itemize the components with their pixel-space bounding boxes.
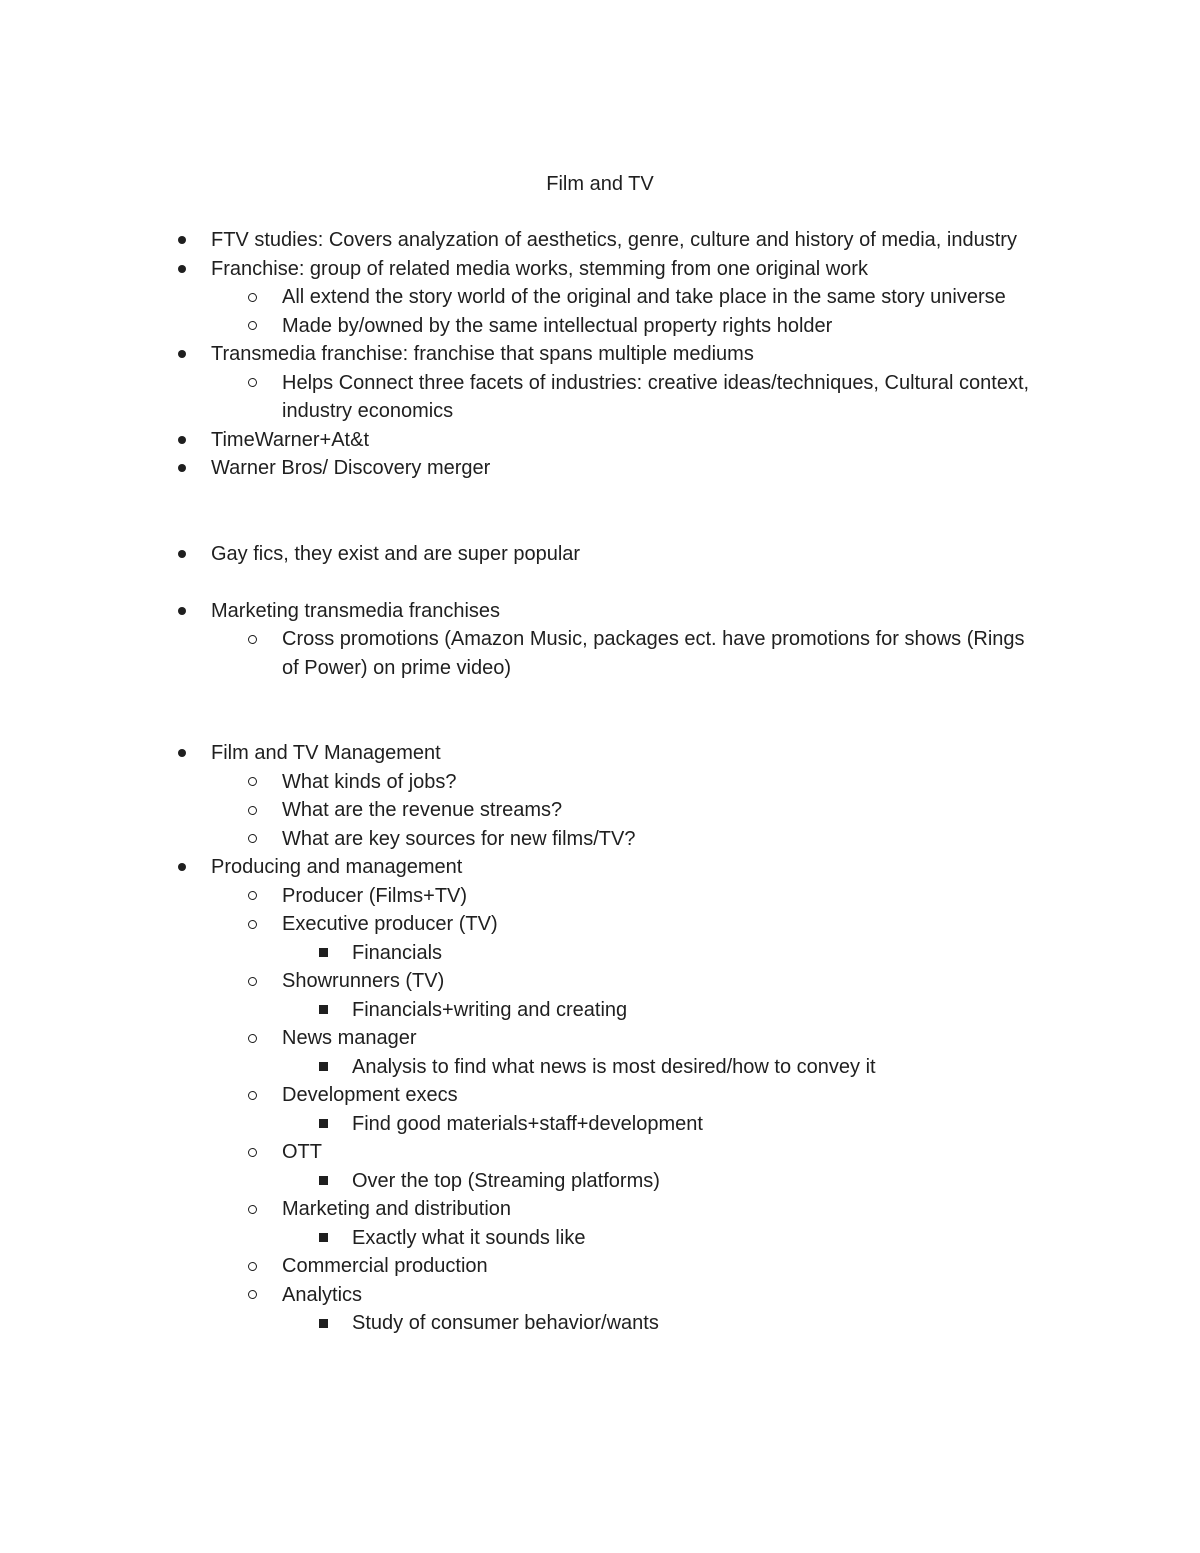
bullet-text: What are the revenue streams? — [282, 799, 563, 821]
bullet-text: Franchise: group of related media works, stemming from one original work — [211, 257, 868, 280]
sub-bullet-item — [0, 369, 1200, 426]
square-bullet-icon — [319, 1110, 328, 1139]
bullet-text: Gay fics, they exist and are super popular — [211, 542, 581, 565]
bullet-text: Helps Connect three facets of industries: creative ideas/techniques, Cultural context, industry economics — [282, 371, 1030, 422]
bullet-item — [0, 426, 1200, 455]
bullet-text: Find good materials+staff+development — [352, 1112, 703, 1135]
bullet-text: FTV studies: Covers analyzation of aesthetics, genre, culture and history of media, industry — [211, 229, 1017, 251]
circle-bullet-icon — [248, 1024, 257, 1053]
bullet-text: Warner Bros/ Discovery merger — [211, 457, 491, 479]
sub-bullet-item — [0, 882, 1200, 911]
bullet-text: Development execs — [282, 1084, 458, 1106]
circle-bullet-icon — [248, 768, 257, 797]
circle-bullet-icon — [248, 283, 257, 312]
sub-bullet-item — [0, 1081, 1200, 1110]
circle-bullet-icon — [248, 1138, 257, 1167]
square-bullet-icon — [319, 1053, 328, 1082]
bullet-text: Transmedia franchise: franchise that spans multiple mediums — [211, 343, 754, 365]
bullet-text: Marketing transmedia franchises — [211, 599, 501, 622]
sub-bullet-item — [0, 1138, 1200, 1167]
bullet-text: What kinds of jobs? — [282, 770, 457, 793]
sub-bullet-item — [0, 796, 1200, 825]
sub-bullet-item — [0, 625, 1200, 682]
blank-line — [0, 511, 1200, 540]
blank-line — [0, 682, 1200, 711]
bullet-text: Producing and management — [211, 856, 463, 878]
bullet-item — [0, 340, 1200, 369]
sub-bullet-item — [0, 768, 1200, 797]
bullet-item — [0, 540, 1200, 569]
sub-sub-bullet-item — [0, 996, 1200, 1025]
bullet-text: Analytics — [282, 1283, 363, 1306]
bullet-item — [0, 226, 1200, 255]
bullet-text: Analysis to find what news is most desired/how to convey it — [352, 1055, 876, 1078]
bullet-item — [0, 454, 1200, 483]
disc-bullet-icon — [178, 739, 186, 768]
circle-bullet-icon — [248, 825, 257, 854]
sub-bullet-item — [0, 1281, 1200, 1310]
sub-sub-bullet-item — [0, 1167, 1200, 1196]
bullet-text: OTT — [282, 1141, 322, 1163]
disc-bullet-icon — [178, 340, 186, 369]
circle-bullet-icon — [248, 1195, 257, 1224]
sub-bullet-item — [0, 1252, 1200, 1281]
bullet-text: Executive producer (TV) — [282, 913, 498, 935]
circle-bullet-icon — [248, 967, 257, 996]
bullet-text: TimeWarner+At&t — [211, 428, 369, 451]
bullet-text: What are key sources for new films/TV? — [282, 827, 636, 850]
blank-line — [0, 568, 1200, 597]
sub-bullet-item — [0, 283, 1200, 312]
bullet-text: Over the top (Streaming platforms) — [352, 1169, 660, 1192]
bullet-item — [0, 255, 1200, 284]
square-bullet-icon — [319, 939, 328, 968]
square-bullet-icon — [319, 996, 328, 1025]
bullet-item — [0, 853, 1200, 882]
sub-sub-bullet-item — [0, 1224, 1200, 1253]
circle-bullet-icon — [248, 1281, 257, 1310]
document-title: Film and TV — [546, 173, 654, 195]
bullet-text: Commercial production — [282, 1255, 488, 1277]
notes-list — [0, 226, 1200, 1338]
bullet-text: Marketing and distribution — [282, 1198, 512, 1220]
circle-bullet-icon — [248, 882, 257, 911]
circle-bullet-icon — [248, 625, 257, 654]
bullet-text: All extend the story world of the original and take place in the same story universe — [282, 286, 1006, 308]
bullet-text: Producer (Films+TV) — [282, 884, 468, 907]
bullet-text: Financials+writing and creating — [352, 998, 628, 1021]
sub-bullet-item — [0, 825, 1200, 854]
bullet-text: News manager — [282, 1027, 417, 1049]
circle-bullet-icon — [248, 1081, 257, 1110]
disc-bullet-icon — [178, 540, 186, 569]
sub-bullet-item — [0, 967, 1200, 996]
circle-bullet-icon — [248, 796, 257, 825]
sub-bullet-item — [0, 1195, 1200, 1224]
sub-bullet-item — [0, 1024, 1200, 1053]
disc-bullet-icon — [178, 597, 186, 626]
disc-bullet-icon — [178, 226, 186, 255]
circle-bullet-icon — [248, 369, 257, 398]
bullet-text: Showrunners (TV) — [282, 970, 445, 992]
disc-bullet-icon — [178, 426, 186, 455]
circle-bullet-icon — [248, 910, 257, 939]
circle-bullet-icon — [248, 312, 257, 341]
bullet-item — [0, 739, 1200, 768]
square-bullet-icon — [319, 1167, 328, 1196]
disc-bullet-icon — [178, 255, 186, 284]
bullet-text: Film and TV Management — [211, 742, 441, 764]
circle-bullet-icon — [248, 1252, 257, 1281]
square-bullet-icon — [319, 1224, 328, 1253]
sub-sub-bullet-item — [0, 1309, 1200, 1338]
bullet-text: Made by/owned by the same intellectual property rights holder — [282, 314, 833, 337]
sub-bullet-item — [0, 910, 1200, 939]
bullet-text: Financials — [352, 941, 443, 964]
disc-bullet-icon — [178, 853, 186, 882]
sub-sub-bullet-item — [0, 939, 1200, 968]
bullet-text: Exactly what it sounds like — [352, 1226, 586, 1249]
blank-line — [0, 483, 1200, 512]
bullet-item — [0, 597, 1200, 626]
bullet-text: Cross promotions (Amazon Music, packages ect. have promotions for shows (Rings of Power) on prime video) — [282, 628, 1025, 679]
sub-sub-bullet-item — [0, 1110, 1200, 1139]
blank-line — [0, 711, 1200, 740]
square-bullet-icon — [319, 1309, 328, 1338]
bullet-text: Study of consumer behavior/wants — [352, 1312, 659, 1334]
sub-sub-bullet-item — [0, 1053, 1200, 1082]
disc-bullet-icon — [178, 454, 186, 483]
sub-bullet-item — [0, 312, 1200, 341]
